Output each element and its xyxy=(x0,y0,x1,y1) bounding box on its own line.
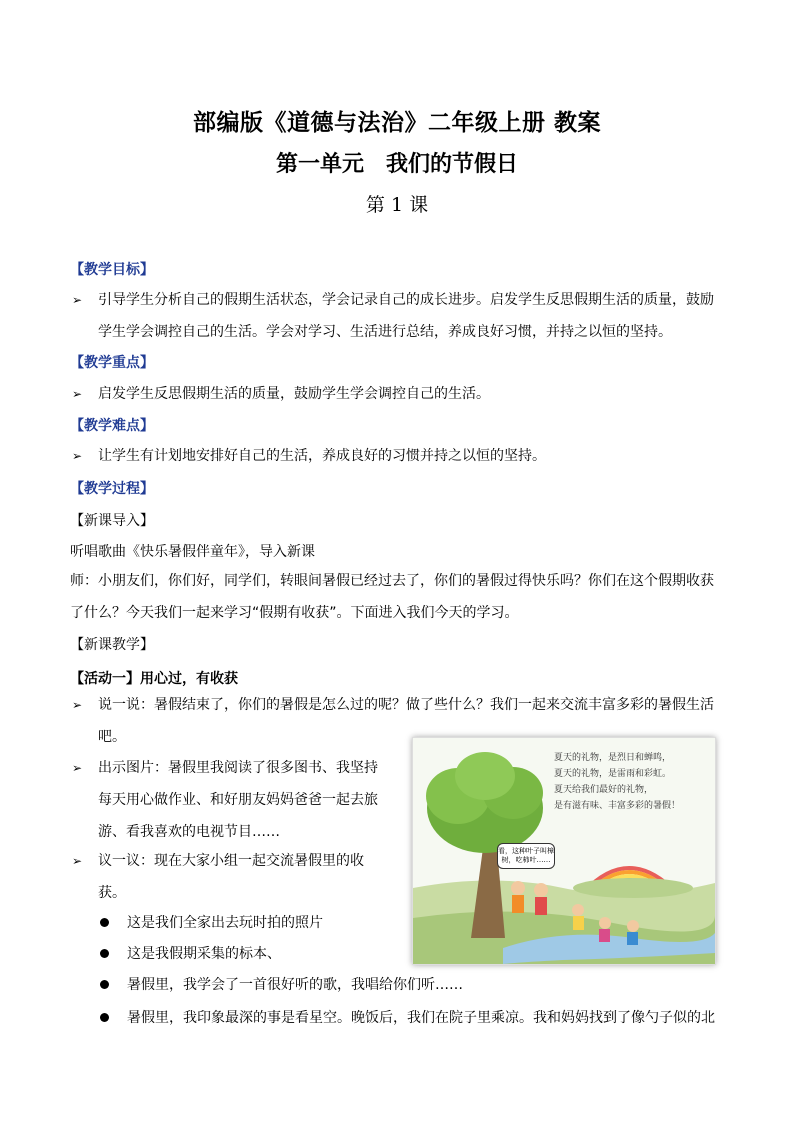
dot-item xyxy=(100,938,281,970)
bullet-dot-icon xyxy=(100,980,109,989)
difficulties-text: 让学生有计划地安排好自己的生活，养成良好的习惯并持之以恒的坚持。 xyxy=(98,448,546,464)
arrow-bullet-icon: ➢ xyxy=(72,761,83,775)
goals-line-2: 学生学会调控自己的生活。学会对学习、生活进行总结，养成良好习惯，并持之以恒的坚持。 xyxy=(98,324,672,340)
poem-line: 夏天的礼物，是烈日和蝉鸣， xyxy=(554,753,672,763)
arrow-bullet-icon: ➢ xyxy=(72,854,83,868)
dot-item xyxy=(100,1002,730,1034)
speech-bubble: 看，这种叶子叫樟树，吃柿叶…… xyxy=(497,843,555,869)
arrow-bullet-icon: ➢ xyxy=(72,449,83,463)
dot-item xyxy=(100,969,463,1001)
teaching-label: 【新课教学】 xyxy=(70,637,154,653)
dot-item-text: 这是我假期采集的标本、 xyxy=(127,946,281,962)
key-points-text: 启发学生反思假期生活的质量，鼓励学生学会调控自己的生活。 xyxy=(98,386,490,402)
key-points-bullet xyxy=(72,378,732,410)
poem-line: 夏天的礼物，是雷雨和彩虹。 xyxy=(554,769,672,779)
show-bullet xyxy=(72,752,402,848)
goals-line-1: 引导学生分析自己的假期生活状态，学会记录自己的成长进步。启发学生反思假期生活的质量，鼓励 xyxy=(98,292,714,308)
process-heading: 【教学过程】 xyxy=(70,481,154,497)
dot-item-text: 暑假里，我印象最深的事是看星空。晚饭后，我们在院子里乘凉。我和妈妈找到了像勺子似的北 xyxy=(127,1010,715,1026)
document-title: 部编版《道德与法治》二年级上册 教案 xyxy=(192,110,601,136)
difficulties-bullet xyxy=(72,440,732,472)
unit-title xyxy=(0,147,794,178)
teacher-line-1: 师：小朋友们，你们好，同学们，转眼间暑假已经过去了，你们的暑假过得快乐吗？你们在这个假期收获 xyxy=(70,573,714,589)
show-line-3: 游、看我喜欢的电视节目…… xyxy=(98,824,280,840)
discuss-line-1: 议一议：现在大家小组一起交流暑假里的收 xyxy=(98,853,364,869)
unit-name: 我们的节假日 xyxy=(386,152,519,177)
summer-poem xyxy=(554,750,680,814)
discuss-bullet xyxy=(72,845,402,909)
arrow-bullet-icon: ➢ xyxy=(72,387,83,401)
say-line-2: 吧。 xyxy=(98,729,126,745)
say-line-1: 说一说：暑假结束了，你们的暑假是怎么过的呢？做了些什么？我们一起来交流丰富多彩的暑假生活 xyxy=(98,697,714,713)
dot-item xyxy=(100,907,323,939)
unit-prefix: 第一单元 xyxy=(275,152,364,177)
bullet-dot-icon xyxy=(100,918,109,927)
dot-item-text: 这是我们全家出去玩时拍的照片 xyxy=(127,915,323,931)
show-line-1: 出示图片：暑假里我阅读了很多图书、我坚持 xyxy=(98,760,378,776)
activity-one-title: 【活动一】用心过，有收获 xyxy=(70,671,238,687)
poem-line: 夏天给我们最好的礼物， xyxy=(554,785,654,795)
show-line-2: 每天用心做作业、和好朋友妈妈爸爸一起去旅 xyxy=(98,792,378,808)
intro-line: 听唱歌曲《快乐暑假伴童年》，导入新课 xyxy=(70,544,315,560)
teacher-line-2: 了什么？今天我们一起来学习“假期有收获”。下面进入我们今天的学习。 xyxy=(70,605,519,621)
goals-bullet xyxy=(72,284,732,348)
summer-illustration xyxy=(412,737,716,965)
intro-label: 【新课导入】 xyxy=(70,513,154,529)
goals-heading: 【教学目标】 xyxy=(70,262,154,278)
arrow-bullet-icon: ➢ xyxy=(72,293,83,307)
dot-item-text: 暑假里，我学会了一首很好听的歌，我唱给你们听…… xyxy=(127,977,463,993)
bullet-dot-icon xyxy=(100,1013,109,1022)
key-points-heading: 【教学重点】 xyxy=(70,355,154,371)
lesson-title: 第 1 课 xyxy=(365,194,429,216)
difficulties-heading: 【教学难点】 xyxy=(70,418,154,434)
discuss-line-2: 获。 xyxy=(98,885,126,901)
bullet-dot-icon xyxy=(100,949,109,958)
teacher-speech xyxy=(70,565,720,629)
poem-line: 是有滋有味、丰富多彩的暑假！ xyxy=(554,801,681,811)
arrow-bullet-icon: ➢ xyxy=(72,698,83,712)
